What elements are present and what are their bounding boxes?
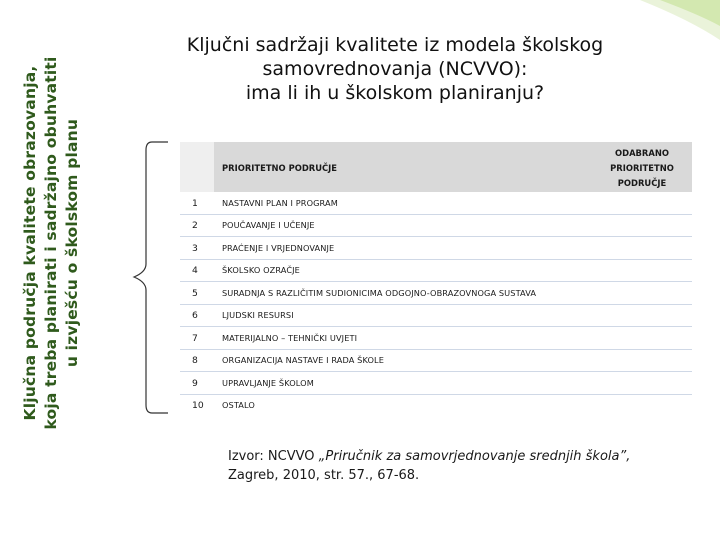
- row-number: 3: [192, 243, 198, 254]
- row-number: 4: [192, 265, 198, 276]
- table-row: [180, 394, 692, 416]
- selection-cell[interactable]: [600, 394, 692, 416]
- source-title: „Priručnik za samovrjednovanje srednjih škola”,: [318, 449, 631, 464]
- table-row: [180, 327, 692, 350]
- row-label: OSTALO: [222, 400, 255, 410]
- side-title-line-1: Ključna područja kvalitete obrazovanja,: [21, 65, 39, 421]
- header-selected-area: ODABRANO PRIORITETNO PODRUČJE: [610, 148, 674, 188]
- table-row: [180, 282, 692, 305]
- side-title-line-2: koja treba planirati i sadržajno obuhvatiti: [42, 56, 60, 430]
- selection-cell[interactable]: [600, 372, 692, 394]
- page-title: [150, 33, 640, 105]
- row-label: POUČAVANJE I UČENJE: [222, 220, 315, 230]
- table-row: [180, 349, 692, 372]
- selection-cell[interactable]: [600, 349, 692, 371]
- row-label: ORGANIZACIJA NASTAVE I RADA ŠKOLE: [222, 355, 384, 365]
- row-number: 5: [192, 288, 198, 299]
- row-label: PRAĆENJE I VRJEDNOVANJE: [222, 243, 335, 253]
- row-number: 9: [192, 378, 198, 389]
- table-header: [180, 142, 692, 192]
- source-details: Zagreb, 2010, str. 57., 67-68.: [228, 468, 420, 483]
- side-title: [20, 23, 83, 463]
- selection-cell[interactable]: [600, 214, 692, 236]
- table-row: [180, 372, 692, 395]
- row-label: SURADNJA S RAZLIČITIM SUDIONICIMA ODGOJNO-OBRAZOVNOGA SUSTAVA: [222, 288, 537, 298]
- row-label: MATERIJALNO – TEHNIČKI UVJETI: [222, 333, 358, 343]
- selection-cell[interactable]: [600, 237, 692, 259]
- selection-cell[interactable]: [600, 304, 692, 326]
- page-title-line-1: Ključni sadržaji kvalitete iz modela školskog: [186, 34, 604, 56]
- page-title-line-2: samovrednovanja (NCVVO):: [262, 58, 528, 80]
- selection-cell[interactable]: [600, 327, 692, 349]
- row-number: 6: [192, 310, 198, 321]
- page-title-line-3: ima li ih u školskom planiranju?: [245, 82, 545, 104]
- source-prefix: Izvor: NCVVO: [228, 449, 319, 464]
- row-number: 7: [192, 333, 198, 344]
- row-label: NASTAVNI PLAN I PROGRAM: [222, 198, 338, 208]
- header-priority-area: PRIORITETNO PODRUČJE: [222, 163, 338, 173]
- row-number: 1: [192, 198, 198, 209]
- selection-cell[interactable]: [600, 282, 692, 304]
- priority-areas-table: [180, 142, 696, 414]
- side-title-line-3: u izvješću o školskom planu: [63, 118, 81, 368]
- table-row: [180, 214, 692, 237]
- left-brace: [130, 140, 170, 415]
- row-number: 10: [192, 400, 204, 411]
- table-row: [180, 259, 692, 282]
- row-number: 2: [192, 220, 198, 231]
- selection-cell[interactable]: [600, 192, 692, 214]
- selection-cell[interactable]: [600, 259, 692, 281]
- row-label: LJUDSKI RESURSI: [222, 310, 294, 320]
- row-label: ŠKOLSKO OZRAČJE: [222, 265, 300, 275]
- row-label: UPRAVLJANJE ŠKOLOM: [222, 378, 314, 388]
- source-citation: [228, 447, 698, 485]
- table-row: [180, 237, 692, 260]
- table-row: [180, 304, 692, 327]
- table-row: [180, 192, 692, 215]
- row-number: 8: [192, 355, 198, 366]
